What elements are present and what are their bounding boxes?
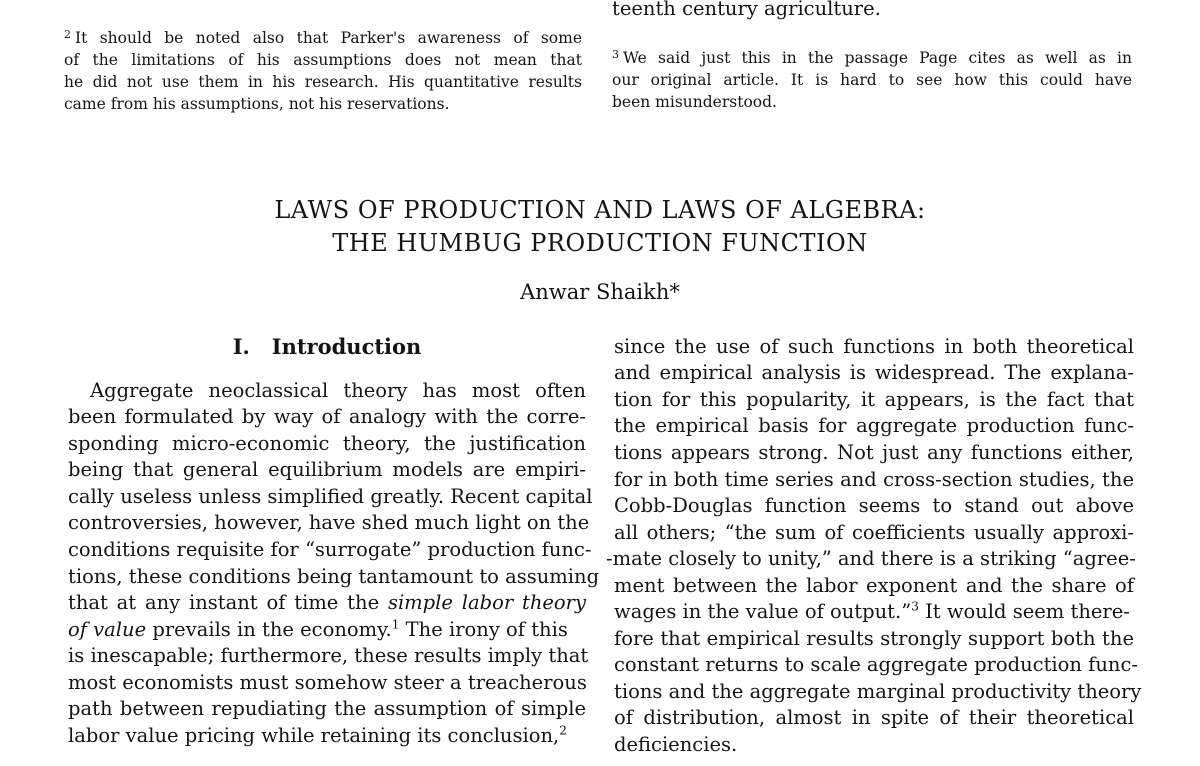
right-line: the empirical basis for aggregate production func-	[614, 414, 1134, 437]
left-line	[68, 590, 586, 617]
footnote-2-marker: 2	[64, 28, 71, 41]
footnote-2-line: came from his assumptions, not his reservations.	[64, 95, 450, 113]
right-line-text: wages in the value of output.”	[614, 600, 912, 623]
left-line: most economists must somehow steer a treacherous	[68, 671, 587, 694]
footnote-3-marker: 3	[612, 48, 619, 61]
footnote-3-line: our original article. It is hard to see how this could have	[612, 71, 1132, 89]
left-line-italic: simple labor theory	[387, 591, 586, 614]
footnote-2	[64, 24, 582, 115]
left-line: conditions requisite for “surrogate” production func-	[68, 538, 592, 561]
right-line: Cobb-Douglas function seems to stand out above	[614, 494, 1134, 517]
footnote-3-line: We said just this in the passage Page cites as well as in	[623, 49, 1132, 67]
article-author: Anwar Shaikh*	[520, 280, 680, 304]
right-line	[614, 599, 1134, 626]
article-title-line-1: LAWS OF PRODUCTION AND LAWS OF ALGEBRA:	[274, 196, 926, 224]
right-line: since the use of such functions in both theoretical	[614, 335, 1134, 358]
left-line: tions, these conditions being tantamount to assuming	[68, 565, 600, 588]
left-line	[68, 723, 586, 750]
right-line-text: It would seem there-	[925, 600, 1130, 623]
right-line: ment between the labor exponent and the share of	[614, 574, 1134, 597]
left-line-text: prevails in the economy.	[152, 618, 392, 641]
right-line: for in both time series and cross-section studies, the	[614, 468, 1134, 491]
footnote-2-line: It should be noted also that Parker's awareness of some	[75, 29, 582, 47]
left-line-text: that at any instant of time the	[68, 591, 380, 614]
right-line: and empirical analysis is widespread. The explana-	[614, 361, 1134, 384]
top-right-fragment: teenth century agriculture.	[612, 0, 881, 20]
section-heading: I. Introduction	[232, 334, 422, 359]
left-line: cally useless unless simplified greatly. Recent capital	[68, 485, 593, 508]
right-line: deficiencies.	[614, 733, 738, 756]
left-line: Aggregate neoclassical theory has most often	[90, 379, 586, 402]
article-title-line-2: THE HUMBUG PRODUCTION FUNCTION	[332, 229, 868, 257]
right-line: all others; “the sum of coefficients usually approxi-	[614, 521, 1134, 544]
left-line: been formulated by way of analogy with the corre-	[68, 405, 586, 428]
left-line: is inescapable; furthermore, these results imply that	[68, 644, 589, 667]
footnote-ref-3: 3	[911, 599, 919, 614]
right-line: constant returns to scale aggregate production func-	[614, 653, 1138, 676]
right-line: tion for this popularity, it appears, is the fact that	[614, 388, 1134, 411]
footnote-2-line: he did not use them in his research. His quantitative results	[64, 73, 582, 91]
left-line-text: The irony of this	[405, 618, 568, 641]
right-line: of distribution, almost in spite of their theoretical	[614, 706, 1134, 729]
footnote-ref-2: 2	[559, 723, 567, 738]
right-line: fore that empirical results strongly support both the	[614, 627, 1134, 650]
right-line: tions appears strong. Not just any functions either,	[614, 441, 1134, 464]
right-line: tions and the aggregate marginal productivity theory	[614, 680, 1142, 703]
right-line: -mate closely to unity,” and there is a striking “agree-	[606, 547, 1136, 570]
left-line	[68, 617, 586, 644]
left-line-italic: of value	[68, 618, 147, 641]
left-line-text: labor value pricing while retaining its conclusion,	[68, 724, 560, 747]
footnote-2-line: of the limitations of his assumptions does not mean that	[64, 51, 582, 69]
left-line: path between repudiating the assumption of simple	[68, 697, 586, 720]
left-line: being that general equilibrium models are empiri-	[68, 458, 586, 481]
footnote-ref-1: 1	[391, 617, 400, 632]
left-line: sponding micro-economic theory, the justification	[68, 432, 586, 455]
left-line: controversies, however, have shed much light on the	[68, 511, 590, 534]
footnote-3-line: been misunderstood.	[612, 93, 777, 111]
footnote-3	[612, 44, 1132, 113]
